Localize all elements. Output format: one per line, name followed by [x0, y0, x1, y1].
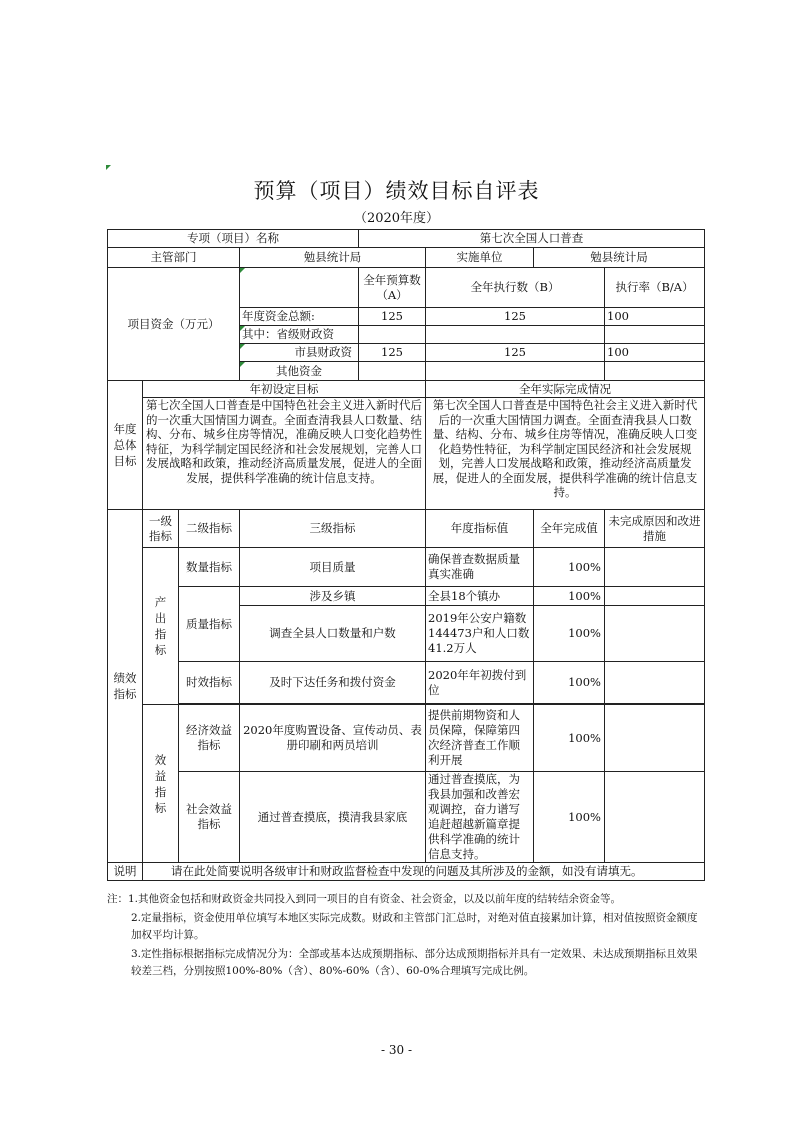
- note-2: 2.定量指标，资金使用单位填写本地区实际完成数。财政和主管部门汇总时，对绝对值直接累加计算，相对值按照资金额度加权平均计算。: [131, 912, 698, 941]
- evaluation-table: [107, 229, 705, 881]
- indicator-row: [108, 705, 705, 772]
- funds-exec: [426, 326, 605, 344]
- col-budget-header: 全年预算数（A）: [359, 268, 426, 308]
- level1-header: 一级指标: [143, 510, 179, 548]
- level3-header: 三级指标: [240, 510, 426, 548]
- note-1: 注：1.其他资金包括和财政资金共同投入到同一项目的自有资金、社会资金，以及以前年度的结转结余资金等。: [107, 893, 622, 905]
- remark-label: 说明: [108, 863, 143, 881]
- dept-label: 主管部门: [108, 248, 240, 268]
- funds-rate: 100: [605, 308, 705, 326]
- level2-cell: 经济效益指标: [179, 705, 240, 772]
- actual-goal-text: 第七次全国人口普查是中国特色社会主义进入新时代后的一次重大国情国力调查。全面查清我县人口数量、结构、分布、城乡住房等情况，准确反映人口变化趋势性特征，为科学制定国民经济和社会发展规划，完善人口发展战略和政策，推动经济高质量发展，促进人的全面发展，提供科学准确的统计信息支持。: [426, 398, 705, 510]
- reason-cell: [605, 772, 705, 863]
- indicator-row: [108, 587, 705, 606]
- target-cell: 2019年公安户籍数144473户和人口数41.2万人: [426, 606, 534, 662]
- done-cell: 100%: [534, 606, 605, 662]
- level3-cell: 2020年度购置设备、宣传动员、表册印刷和两员培训: [240, 705, 426, 772]
- funds-budget: [359, 362, 426, 381]
- project-name-value: 第七次全国人口普查: [359, 230, 705, 248]
- funds-row-label: 市县财政资: [240, 344, 359, 362]
- level2-cell: 质量指标: [179, 587, 240, 662]
- target-cell: 提供前期物资和人员保障，保障第四次经济普查工作顺利开展: [426, 705, 534, 772]
- planned-goal-header: 年初设定目标: [143, 381, 426, 398]
- footnotes: [107, 891, 707, 982]
- page-title: 预算（项目）绩效目标自评表: [253, 179, 540, 203]
- target-cell: 通过普查摸底，为我县加强和改善宏观调控，奋力谱写追赶超越新篇章提供科学准确的统计信息支持。: [426, 772, 534, 863]
- funds-blank-cell: [240, 268, 359, 308]
- target-cell: 2020年年初拨付到位: [426, 662, 534, 704]
- page-year: （2020年度）: [353, 211, 440, 226]
- indicators-label: 绩效指标: [108, 510, 143, 863]
- done-cell: 100%: [534, 705, 605, 772]
- level3-cell: 调查全县人口数量和户数: [240, 606, 426, 662]
- indicator-header-row: [108, 510, 705, 548]
- funds-exec: 125: [426, 308, 605, 326]
- benefit-label: 效益指标: [143, 705, 179, 863]
- funds-budget: 125: [359, 344, 426, 362]
- note-3: 3.定性指标根据指标完成情况分为：全部或基本达成预期指标、部分达成预期指标并具有一定效果、未达成预期指标且效果较差三档，分别按照100%-80%（含）、80%-60%（含）、60-0%合理填写完成比例。: [131, 948, 698, 977]
- actual-goal-header: 全年实际完成情况: [426, 381, 705, 398]
- level2-header: 二级指标: [179, 510, 240, 548]
- department-row: [108, 248, 705, 268]
- funds-budget: 125: [359, 308, 426, 326]
- funds-rate: 100: [605, 344, 705, 362]
- goals-label: 年度总体目标: [108, 381, 143, 510]
- funds-budget: [359, 326, 426, 344]
- reason-cell: [605, 606, 705, 662]
- remark-row: [108, 863, 705, 881]
- done-cell: 100%: [534, 772, 605, 863]
- reason-cell: [605, 548, 705, 587]
- indicator-row: [108, 772, 705, 863]
- col-rate-header: 执行率（B/A）: [605, 268, 705, 308]
- project-name-row: [108, 230, 705, 248]
- target-cell: 确保普查数据质量真实准确: [426, 548, 534, 587]
- done-cell: 100%: [534, 587, 605, 606]
- level3-cell: 涉及乡镇: [240, 587, 426, 606]
- dept-value: 勉县统计局: [240, 248, 426, 268]
- goals-header-row: [108, 381, 705, 398]
- target-cell: 全县18个镇办: [426, 587, 534, 606]
- planned-goal-text: 第七次全国人口普查是中国特色社会主义进入新时代后的一次重大国情国力调查。全面查清我县人口数量、结构、分布、城乡住房等情况，准确反映人口变化趋势性特征，为科学制定国民经济和社会发展规划，完善人口发展战略和政策，推动经济高质量发展，促进人的全面发展，提供科学准确的统计信息支持。: [143, 398, 426, 510]
- reason-cell: [605, 705, 705, 772]
- level3-cell: 项目质量: [240, 548, 426, 587]
- impl-label: 实施单位: [426, 248, 534, 268]
- goals-text-row: [108, 398, 705, 510]
- output-label: 产出指标: [143, 548, 179, 705]
- reason-cell: [605, 662, 705, 704]
- remark-text: 请在此处简要说明各级审计和财政监督检查中发现的问题及其所涉及的金额，如没有请填无。: [143, 863, 705, 881]
- funds-exec: 125: [426, 344, 605, 362]
- project-name-label: 专项（项目）名称: [108, 230, 359, 248]
- funds-rate: [605, 362, 705, 381]
- reason-header: 未完成原因和改进措施: [605, 510, 705, 548]
- level2-cell: 时效指标: [179, 662, 240, 704]
- funds-label: 项目资金（万元）: [108, 268, 240, 381]
- funds-row-label: 其中：省级财政资: [240, 326, 359, 344]
- impl-value: 勉县统计局: [534, 248, 705, 268]
- target-header: 年度指标值: [426, 510, 534, 548]
- funds-rate: [605, 326, 705, 344]
- funds-row-label: 其他资金: [240, 362, 359, 381]
- done-cell: 100%: [534, 662, 605, 704]
- reason-cell: [605, 587, 705, 606]
- level2-cell: 数量指标: [179, 548, 240, 587]
- level3-cell: 通过普查摸底，摸清我县家底: [240, 772, 426, 863]
- level2-cell: 社会效益指标: [179, 772, 240, 863]
- indicator-row: [108, 548, 705, 587]
- funds-row-label: 年度资金总额:: [240, 308, 359, 326]
- col-exec-header: 全年执行数（B）: [426, 268, 605, 308]
- done-header: 全年完成值: [534, 510, 605, 548]
- indicator-row: [108, 662, 705, 704]
- corner-marker-icon: [106, 165, 111, 170]
- funds-header-row: [108, 268, 705, 308]
- page-number: - 30 -: [380, 1043, 412, 1057]
- level3-cell: 及时下达任务和拨付资金: [240, 662, 426, 704]
- funds-exec: [426, 362, 605, 381]
- done-cell: 100%: [534, 548, 605, 587]
